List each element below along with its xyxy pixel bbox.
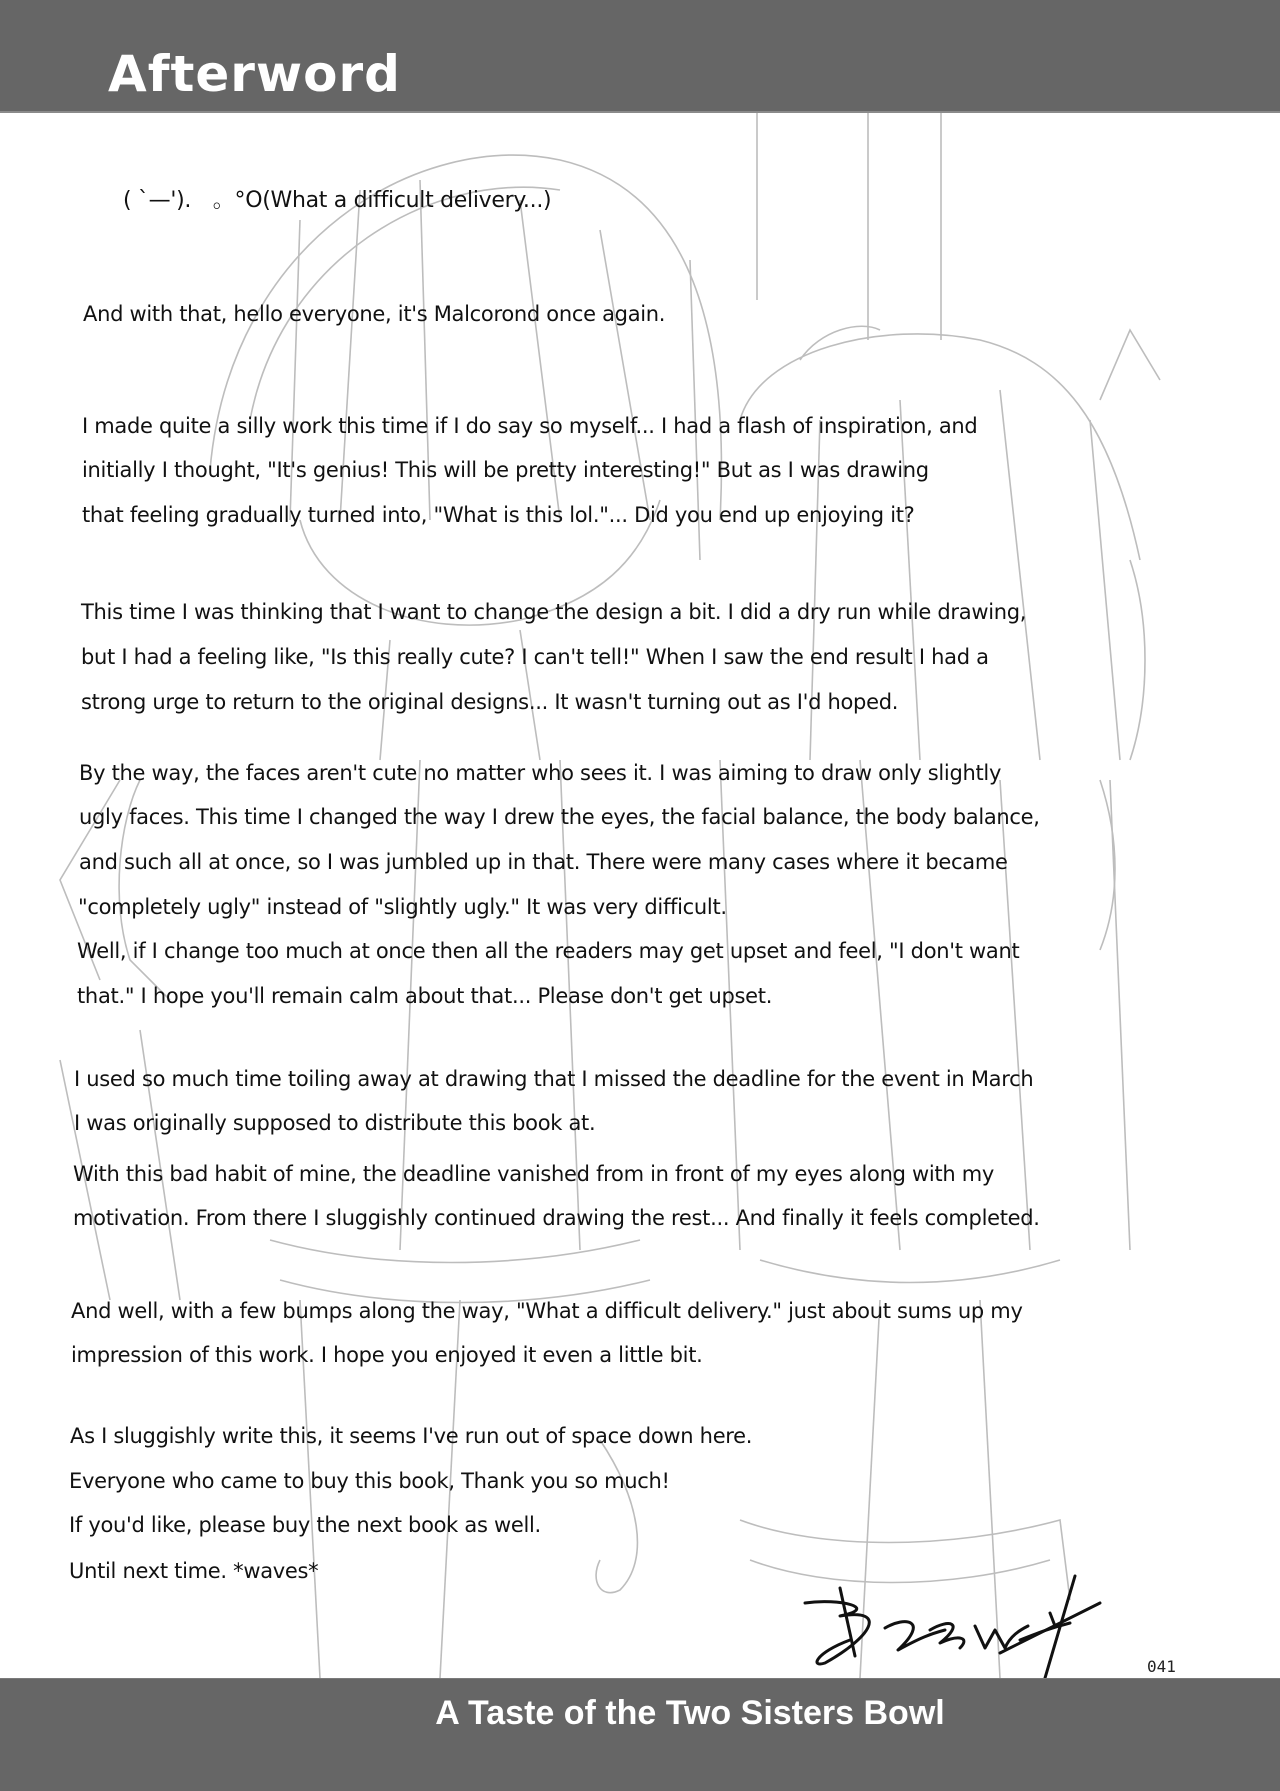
text-line: initially I thought, "It's genius! This will be pretty interesting!" But as I was drawing — [82, 458, 929, 482]
header-band — [0, 0, 1280, 113]
text-line: Until next time. *waves* — [69, 1559, 319, 1583]
text-line: and such all at once, so I was jumbled up in that. There were many cases where it became — [79, 850, 1008, 874]
text-line: Well, if I change too much at once then all the readers may get upset and feel, "I don't want — [77, 939, 1020, 963]
text-line: motivation. From there I sluggishly continued drawing the rest... And finally it feels completed. — [73, 1206, 1040, 1230]
text-line: I made quite a silly work this time if I do say so myself... I had a flash of inspiration, and — [82, 414, 978, 438]
text-line: And well, with a few bumps along the way, "What a difficult delivery." just about sums up my — [71, 1299, 1023, 1323]
kaomoji-line: ( `—'). 。°O(What a difficult delivery...) — [123, 188, 552, 213]
text-line: And with that, hello everyone, it's Malcorond once again. — [83, 302, 666, 326]
text-line: that." I hope you'll remain calm about that... Please don't get upset. — [77, 984, 773, 1008]
text-line: By the way, the faces aren't cute no matter who sees it. I was aiming to draw only slightly — [79, 761, 1002, 785]
text-line: that feeling gradually turned into, "What is this lol."... Did you end up enjoying it? — [82, 503, 915, 527]
page-number: 041 — [1147, 1657, 1176, 1676]
text-line: but I had a feeling like, "Is this really cute? I can't tell!" When I saw the end result I had a — [81, 645, 989, 669]
text-line: I used so much time toiling away at drawing that I missed the deadline for the event in March — [74, 1067, 1034, 1091]
page-title: Afterword — [108, 45, 401, 103]
signature-icon — [780, 1568, 1110, 1678]
text-line: This time I was thinking that I want to change the design a bit. I did a dry run while drawing, — [81, 600, 1027, 624]
text-line: If you'd like, please buy the next book as well. — [69, 1513, 541, 1537]
text-line: With this bad habit of mine, the deadline vanished from in front of my eyes along with my — [73, 1162, 995, 1186]
text-line: strong urge to return to the original designs... It wasn't turning out as I'd hoped. — [81, 690, 899, 714]
text-line: Everyone who came to buy this book, Thank you so much! — [69, 1469, 670, 1493]
book-title: A Taste of the Two Sisters Bowl — [435, 1694, 945, 1732]
text-line: impression of this work. I hope you enjoyed it even a little bit. — [71, 1343, 703, 1367]
text-line: I was originally supposed to distribute this book at. — [74, 1111, 596, 1135]
footer-band — [0, 1678, 1280, 1791]
text-line: As I sluggishly write this, it seems I've run out of space down here. — [70, 1424, 753, 1448]
text-line: ugly faces. This time I changed the way I drew the eyes, the facial balance, the body balance, — [79, 805, 1040, 829]
text-line: "completely ugly" instead of "slightly ugly." It was very difficult. — [78, 895, 727, 919]
